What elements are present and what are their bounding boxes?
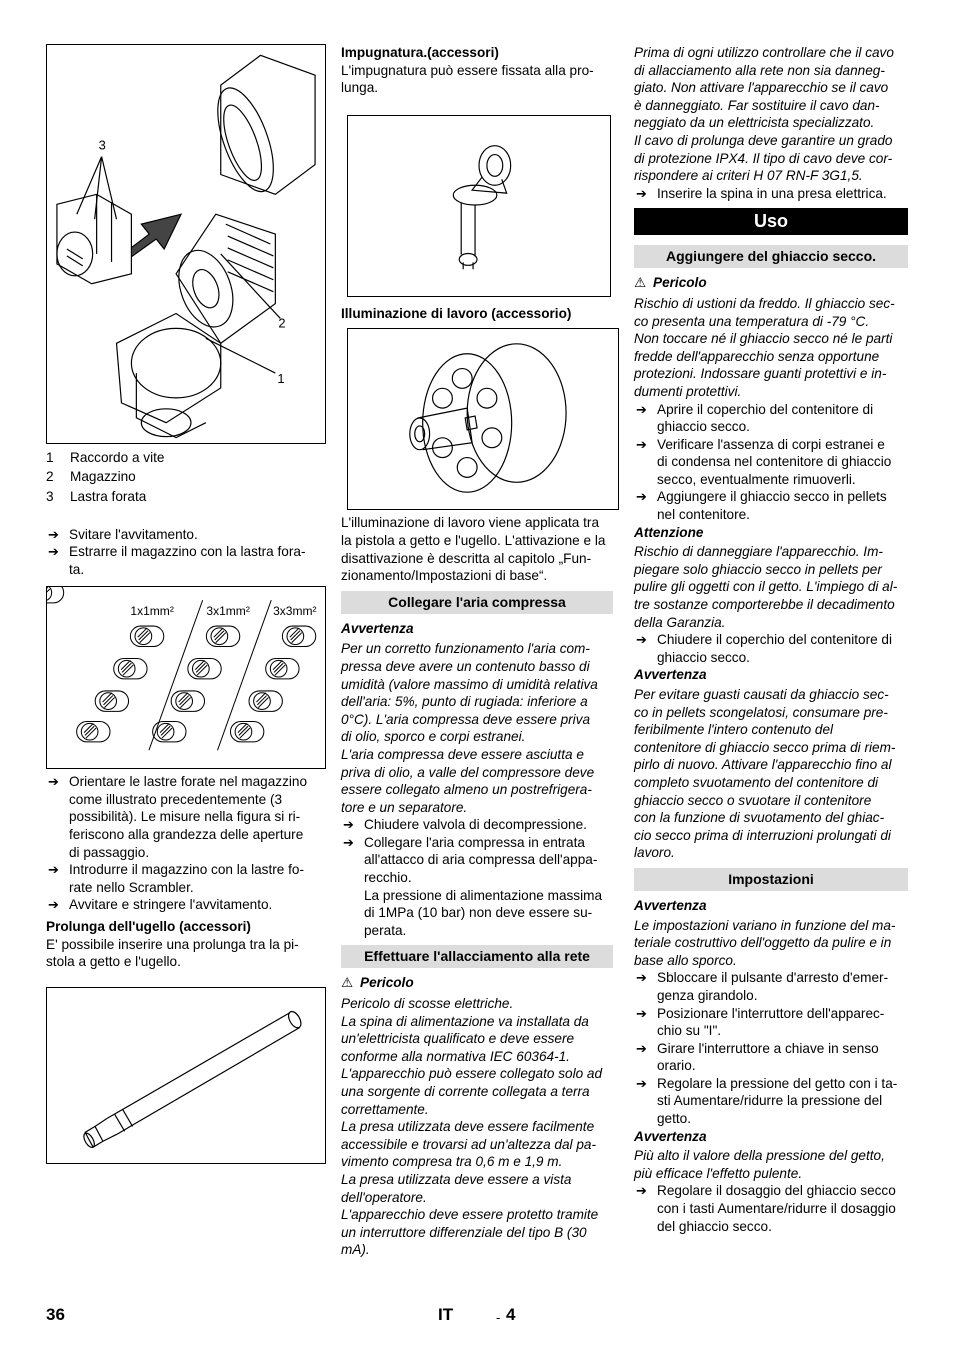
step-item: ➔ Inserire la spina in una presa elettrica.: [636, 185, 887, 201]
aria-warning-text: Per un corretto funzionamento l'aria com- pressa deve avere un contenuto basso di umidità (valore massimo di umidità relativa dell'aria: 5%, punto di rugiada: inferiore a 0°C). L'aria compressa deve essere priva di olio, sporco e corpi estranei. L'aria compressa deve essere asciutta e priva di olio, a valle del compressore deve essere collegato almeno un postrefrigera- tore e un separatore.: [341, 641, 598, 815]
figure-nozzle-extension: [46, 987, 326, 1164]
section-heading-impostazioni: Impostazioni: [634, 868, 908, 891]
step-item: ➔ Estrarre il magazzino con la lastra fora- ta.: [48, 544, 306, 577]
impugnatura-text: L'impugnatura può essere fissata alla pro- lunga.: [341, 62, 594, 96]
column-2: [341, 44, 613, 1259]
figure-scrambler-exploded: [46, 44, 326, 444]
step-item: ➔ Orientare le lastre forate nel magazzino come illustrato precedentemente (3 possibilità). Le misure nella figura si ri- feriscono alla grandezza delle aperture di passaggio.: [48, 774, 308, 860]
figure-plate-orientations: [46, 586, 326, 769]
step-item: ➔ Aprire il coperchio del contenitore di ghiaccio secco.: [636, 401, 874, 435]
illum-text: L'illuminazione di lavoro viene applicata tra la pistola a getto e l'ugello. L'attivazione e la disattivazione è descritta al capitolo „Fun- zionamento/Impostazioni di base“.: [341, 515, 606, 584]
work-light-drawing: [348, 329, 618, 509]
section-heading-ghiaccio: Aggiungere del ghiaccio secco.: [634, 245, 908, 268]
fig1-label-3: 3: [98, 137, 106, 153]
arrow-right-icon: ➔: [636, 1005, 647, 1021]
rete-danger-text: Pericolo di scosse elettriche. La spina di alimentazione va installata da un'elettricista qualificato e deve essere conforme alla normativa IEC 60364-1. L'apparecchio può essere collegato solo ad una sorgente di corrente collegata a terra correttamente. La presa utilizzata deve essere facilmente accessibile e trovarsi ad un'altezza dal pa- vimento compresa tra 0,6 m e 1,9 m. La presa utilizzata deve essere a vista dell'operatore. L'apparecchio deve essere protetto tramite un interruttore differenziale del tipo B (30 mA).: [341, 996, 603, 1258]
column-1: [46, 44, 326, 1164]
figure-handle: [347, 115, 611, 297]
arrow-right-icon: ➔: [636, 436, 647, 452]
section-heading-rete: Effettuare l'allacciamento alla rete: [341, 945, 613, 968]
step-item: ➔ Svitare l'avvitamento.: [48, 526, 198, 542]
warning-triangle-icon: ⚠: [634, 275, 647, 291]
arrow-right-icon: ➔: [343, 834, 354, 850]
chapter-heading-uso: Uso: [634, 208, 908, 235]
ghiaccio-danger-text: Rischio di ustioni da freddo. Il ghiaccio sec- co presenta una temperatura di -79 °C. Non toccare né il ghiaccio secco né le parti fredde dell'apparecchio senza opportune protezioni. Indossare guanti protettivi e in- dumenti protettivi.: [634, 295, 895, 399]
legend-item: 3 Lastra forata: [46, 488, 147, 504]
step-item: ➔ Aggiungere il ghiaccio secco in pellets nel contenitore.: [636, 489, 887, 523]
avvertenza-label-1: Avvertenza: [634, 667, 707, 683]
arrow-right-icon: ➔: [636, 632, 647, 648]
avvertenza-text-3: Più alto il valore della pressione del getto, più efficace l'effetto pulente.: [634, 1148, 885, 1181]
arrow-right-icon: ➔: [636, 970, 647, 986]
avvertenza-label-2: Avvertenza: [634, 897, 707, 913]
step-item: ➔ Chiudere valvola di decompressione.: [343, 817, 587, 833]
scrambler-exploded-drawing: [47, 45, 325, 443]
step-item: ➔ Chiudere il coperchio del contenitore di ghiaccio secco.: [636, 632, 893, 665]
arrow-right-icon: ➔: [636, 1075, 647, 1091]
step-item: ➔ Avvitare e stringere l'avvitamento.: [48, 897, 273, 913]
fig1-label-2: 2: [278, 315, 286, 331]
step-item: ➔ Verificare l'assenza di corpi estranei e di condensa nel contenitore di ghiaccio secco, eventualmente rimuoverli.: [636, 436, 892, 487]
prolunga-text: E' possibile inserire una prolunga tra la pi- stola a getto e l'ugello.: [46, 936, 299, 970]
legend-item: 2 Magazzino: [46, 469, 136, 485]
arrow-right-icon: ➔: [636, 1183, 647, 1199]
arrow-right-icon: ➔: [636, 401, 647, 417]
legend-list: [46, 448, 326, 507]
step-item: ➔ Posizionare l'interruttore dell'apparec- chio su "I".: [636, 1005, 885, 1039]
step-item: ➔ Girare l'interruttore a chiave in senso orario.: [636, 1040, 879, 1074]
fig2-label-3x1: 3x1mm²: [206, 604, 250, 619]
page-number: 36: [46, 1305, 65, 1324]
arrow-right-icon: ➔: [48, 862, 59, 878]
illum-heading: Illuminazione di lavoro (accessorio): [341, 305, 572, 321]
legend-item: 1 Raccordo a vite: [46, 449, 165, 465]
attenzione-label: Attenzione: [634, 524, 704, 540]
section-prefix: -: [496, 1310, 501, 1325]
avvertenza-label-3: Avvertenza: [634, 1128, 707, 1144]
nozzle-extension-drawing: [47, 988, 325, 1163]
rete-continued-text: Prima di ogni utilizzo controllare che il cavo di allacciamento alla rete non sia danneg- giato. Non attivare l'apparecchio se il cavo è danneggiato. Far sostituire il cavo dan- neggiato da un elettricista specializzato. Il cavo di prolunga deve garantire un grado di protezione IPX4. Il tipo di cavo deve cor- rispondere ai criteri H 07 RN-F 3G1,5.: [634, 45, 894, 184]
arrow-right-icon: ➔: [636, 1040, 647, 1056]
figure-work-light: [347, 328, 619, 510]
aria-note: La pressione di alimentazione massima di 1MPa (10 bar) non deve essere su- perata.: [364, 887, 603, 938]
arrow-right-icon: ➔: [636, 489, 647, 505]
step-item: ➔ Introdurre il magazzino con la lastre fo- rate nello Scrambler.: [48, 862, 304, 895]
arrow-right-icon: ➔: [48, 774, 59, 790]
impugnatura-heading: Impugnatura.(accessori): [341, 45, 499, 60]
prolunga-heading: Prolunga dell'ugello (accessori): [46, 919, 251, 935]
section-number: 4: [506, 1305, 516, 1324]
attenzione-text: Rischio di danneggiare l'apparecchio. Im- piegare solo ghiaccio secco in pellets per pulire gli oggetti con il getto. L'impiego di al- tre sostanze comporterebbe il decadimento della Garanzia.: [634, 544, 898, 630]
step-item: ➔ Regolare la pressione del getto con i ta- sti Aumentare/ridurre la pressione del getto.: [636, 1075, 898, 1127]
fig2-label-3x3: 3x3mm²: [273, 604, 317, 619]
arrow-right-icon: ➔: [636, 185, 647, 201]
arrow-right-icon: ➔: [48, 526, 59, 542]
step-item: ➔ Sbloccare il pulsante d'arresto d'emer- genza girandolo.: [636, 970, 889, 1003]
avvertenza-text-1: Per evitare guasti causati da ghiaccio sec- co in pellets scongelatosi, consumare pre- feribilmente l'intero contenuto del contenitore di ghiaccio secco prima di riem- pirlo di nuovo. Attivare l'apparecchio fino al completo svuotamento del contenitore di ghiaccio secco o svuotare il contenitore con la funzione di svuotamento del ghiac- cio secco prima di interruzioni prolungati di lavoro.: [634, 687, 896, 861]
handle-drawing: [348, 116, 610, 296]
arrow-right-icon: ➔: [48, 897, 59, 913]
fig1-label-1: 1: [277, 371, 285, 387]
column-3: [634, 44, 908, 1235]
step-item: ➔ Regolare il dosaggio del ghiaccio secco con i tasti Aumentare/ridurre il dosaggio del ghiaccio secco.: [636, 1183, 896, 1234]
arrow-right-icon: ➔: [343, 817, 354, 833]
language-code: IT: [438, 1305, 454, 1324]
plate-orientations-drawing: [47, 587, 325, 768]
arrow-right-icon: ➔: [48, 544, 59, 560]
warning-triangle-icon: ⚠: [341, 975, 354, 991]
rete-danger-label: ⚠ Pericolo: [341, 975, 414, 991]
section-heading-aria: Collegare l'aria compressa: [341, 591, 613, 614]
aria-warning-label: Avvertenza: [341, 620, 414, 636]
step-item: ➔ Collegare l'aria compressa in entrata all'attacco di aria compressa dell'appa- recchio.: [343, 834, 598, 886]
ghiaccio-danger-label: ⚠ Pericolo: [634, 275, 707, 291]
avvertenza-text-2: Le impostazioni variano in funzione del ma- teriale costruttivo dell'oggetto da pulire e in base allo sporco.: [634, 917, 896, 968]
fig2-label-1x1: 1x1mm²: [130, 604, 174, 619]
